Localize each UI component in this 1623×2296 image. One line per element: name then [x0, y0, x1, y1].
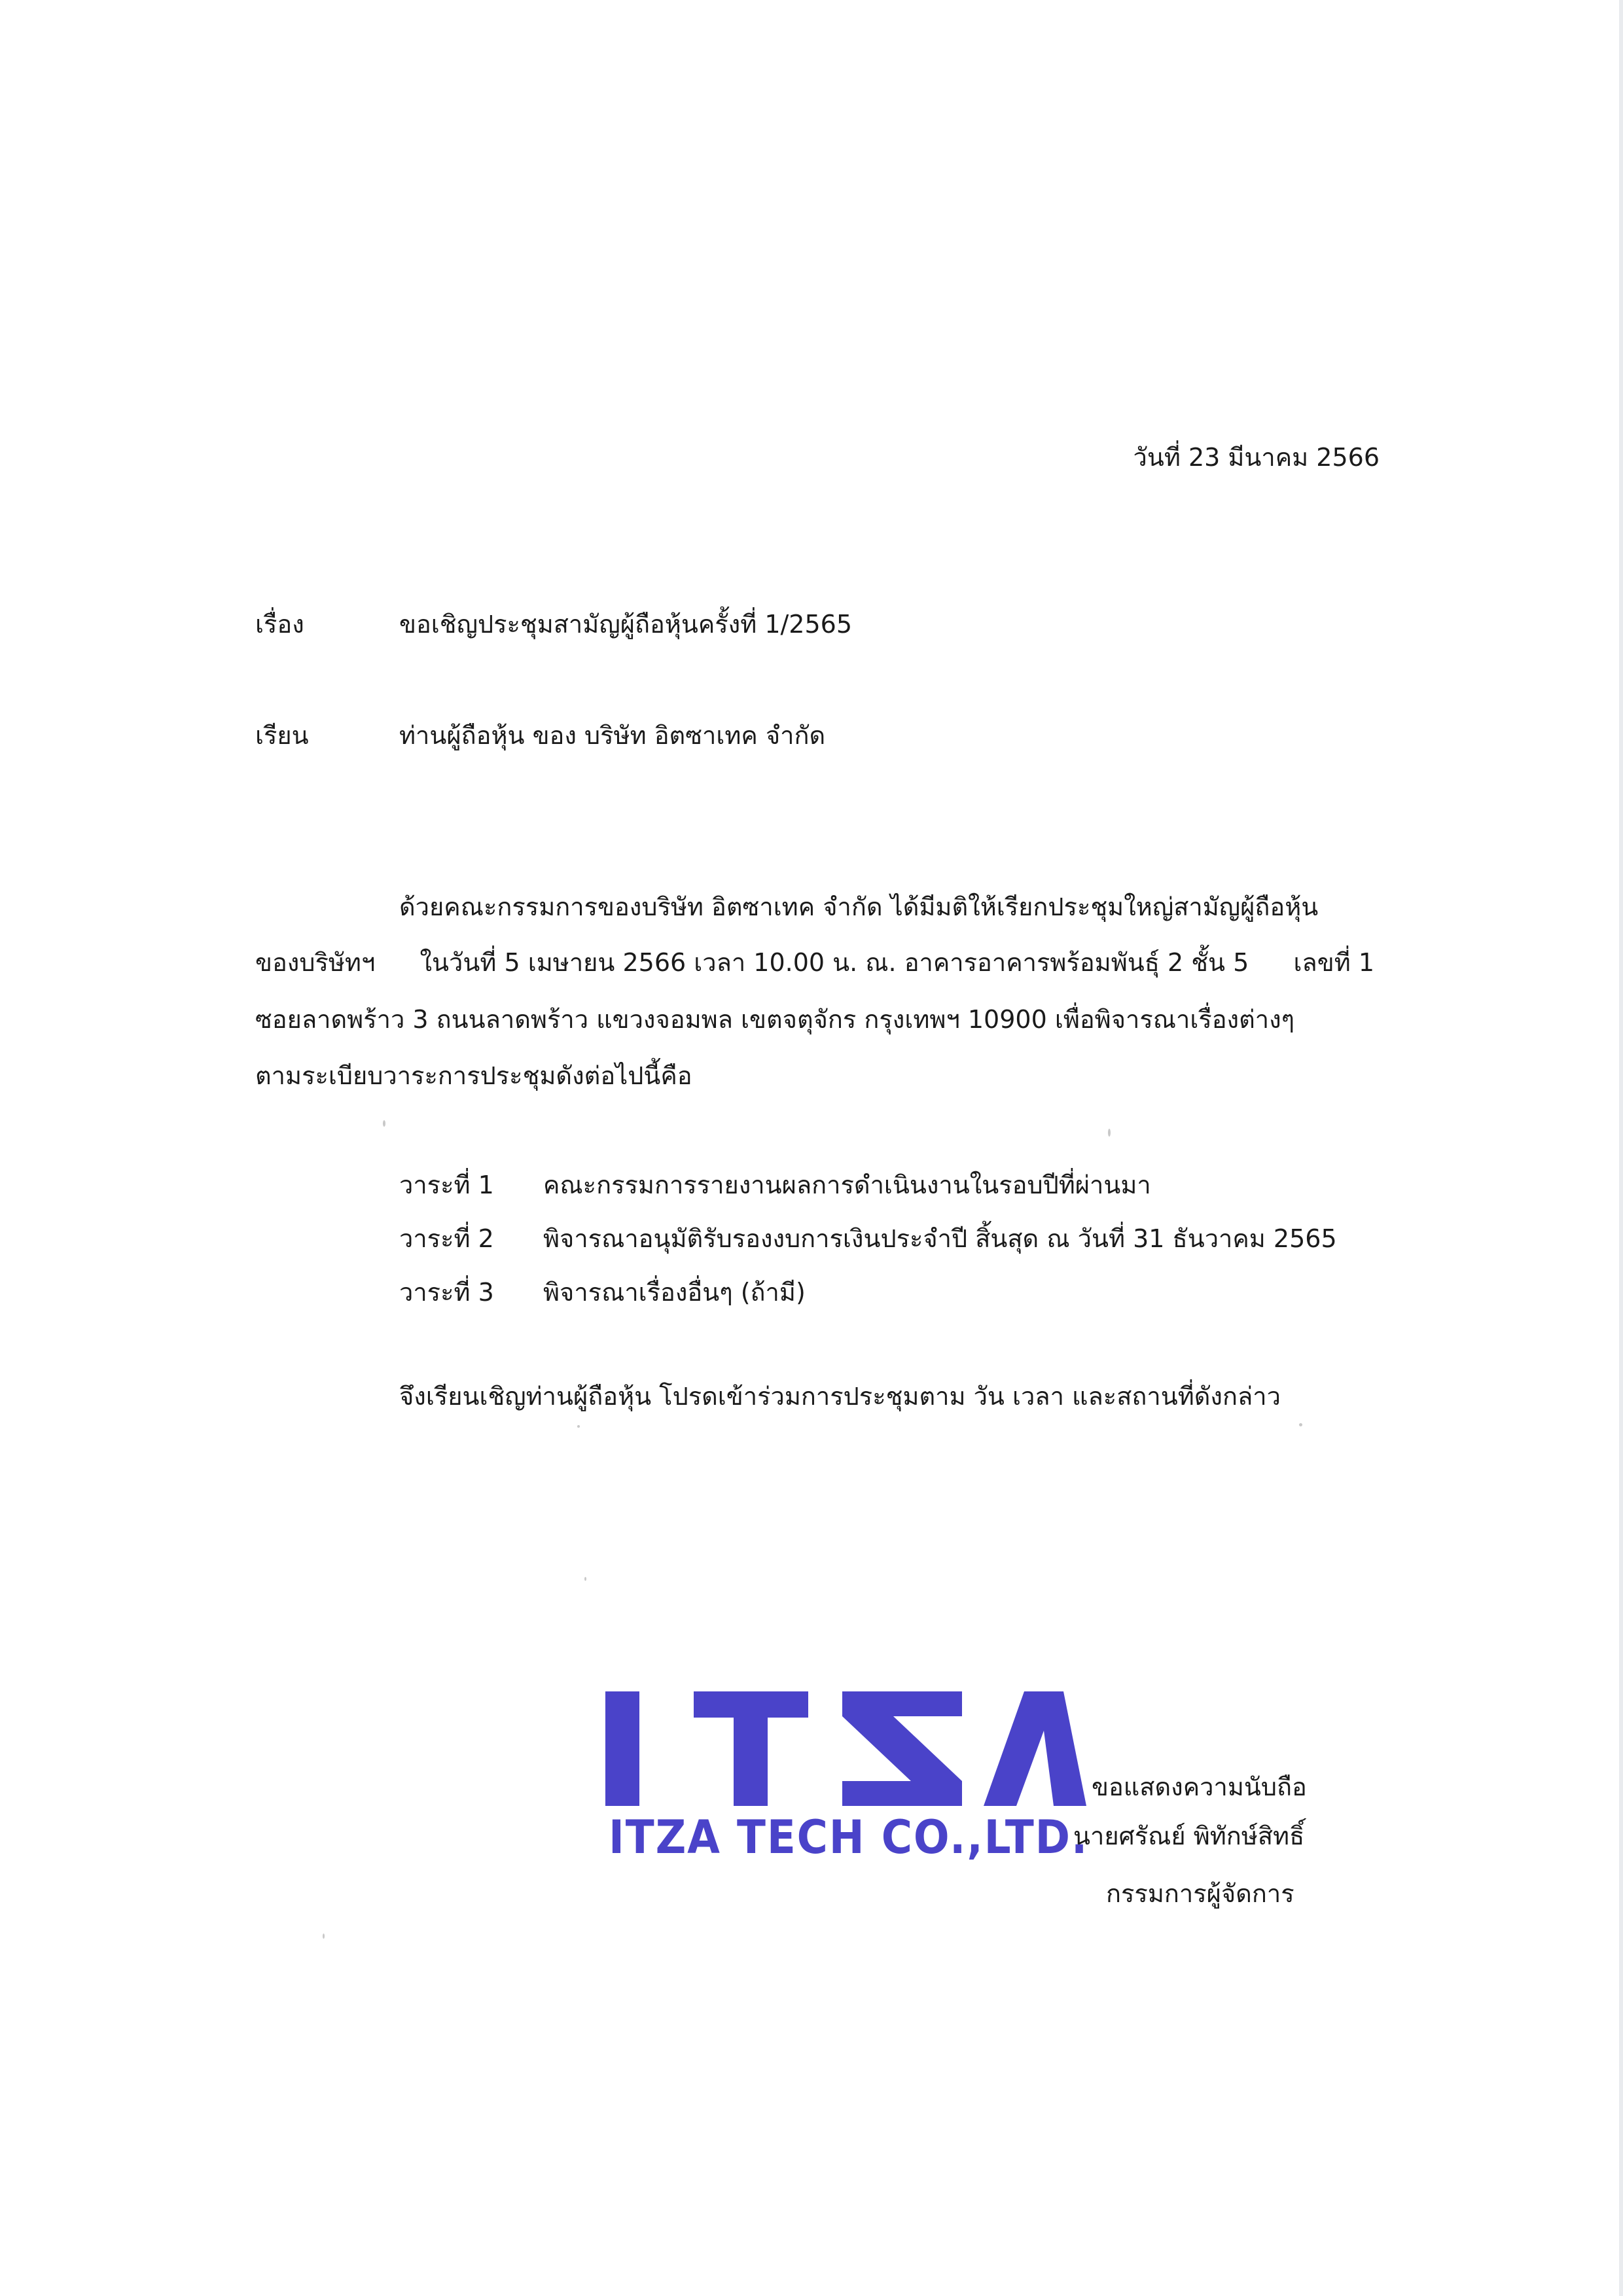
- agenda-text: พิจารณาเรื่องอื่นๆ (ถ้ามี): [543, 1278, 806, 1307]
- subject-label: เรื่อง: [255, 610, 304, 639]
- stamp-letter-t-stem: [734, 1691, 768, 1806]
- signer-name: นายศรัณย์ พิทักษ์สิทธิ์: [1073, 1822, 1305, 1850]
- body-line-4: ตามระเบียบวาระการประชุมดังต่อไปนี้คือ: [255, 1061, 692, 1090]
- agenda-text: พิจารณาอนุมัติรับรองงบการเงินประจำปี สิ้นสุด ณ วันที่ 31 ธันวาคม 2565: [543, 1224, 1337, 1253]
- body-line-2: [255, 942, 1374, 982]
- stamp-company-name: ITZA TECH CO.,LTD.: [609, 1810, 1089, 1864]
- agenda-number: วาระที่ 1: [399, 1171, 494, 1199]
- signer-position: กรรมการผู้จัดการ: [1106, 1879, 1294, 1908]
- agenda-number: วาระที่ 2: [399, 1224, 494, 1253]
- stamp-letter-i: [605, 1691, 639, 1806]
- agenda-text: คณะกรรมการรายงานผลการดำเนินงานในรอบปีที่ผ่านมา: [543, 1171, 1151, 1199]
- signature-closing: ขอแสดงความนับถือ: [1092, 1773, 1307, 1801]
- stamp-letter-a: [984, 1691, 1086, 1806]
- stamp-letter-z: [842, 1691, 962, 1806]
- closing-text: จึงเรียนเชิญท่านผู้ถือหุ้น โปรดเข้าร่วมการประชุมตาม วัน เวลา และสถานที่ดังกล่าว: [399, 1382, 1281, 1411]
- scan-speck: [577, 1425, 580, 1428]
- scan-speck: [1299, 1423, 1302, 1426]
- agenda-item: [399, 1272, 806, 1312]
- scan-speck: [1108, 1129, 1111, 1137]
- body-line-1: ด้วยคณะกรรมการของบริษัท อิตซาเทค จำกัด ได้มีมติให้เรียกประชุมใหญ่สามัญผู้ถือหุ้น: [399, 892, 1319, 921]
- subject-text: ขอเชิญประชุมสามัญผู้ถือหุ้นครั้งที่ 1/2565: [399, 610, 853, 639]
- company-stamp-logo: [605, 1691, 1086, 1806]
- agenda-item: [399, 1218, 1337, 1258]
- body-line-2-middle: ในวันที่ 5 เมษายน 2566 เวลา 10.00 น. ณ. อาคารอาคารพร้อมพันธุ์ 2 ชั้น 5: [419, 948, 1249, 977]
- letter-date: วันที่ 23 มีนาคม 2566: [1133, 443, 1380, 472]
- agenda-number: วาระที่ 3: [399, 1278, 494, 1307]
- scan-speck: [323, 1934, 325, 1939]
- page-edge: [1619, 0, 1623, 2296]
- scan-speck: [383, 1120, 385, 1127]
- body-line-2-end: เลขที่ 1: [1293, 948, 1374, 977]
- scan-speck: [584, 1577, 586, 1581]
- body-line-3: ซอยลาดพร้าว 3 ถนนลาดพร้าว แขวงจอมพล เขตจตุจักร กรุงเทพฯ 10900 เพื่อพิจารณาเรื่องต่างๆ: [255, 1005, 1295, 1034]
- agenda-item: [399, 1165, 1151, 1205]
- recipient-text: ท่านผู้ถือหุ้น ของ บริษัท อิตซาเทค จำกัด: [399, 721, 826, 750]
- recipient-label: เรียน: [255, 721, 309, 750]
- body-line-2-start: ของบริษัทฯ: [255, 948, 376, 977]
